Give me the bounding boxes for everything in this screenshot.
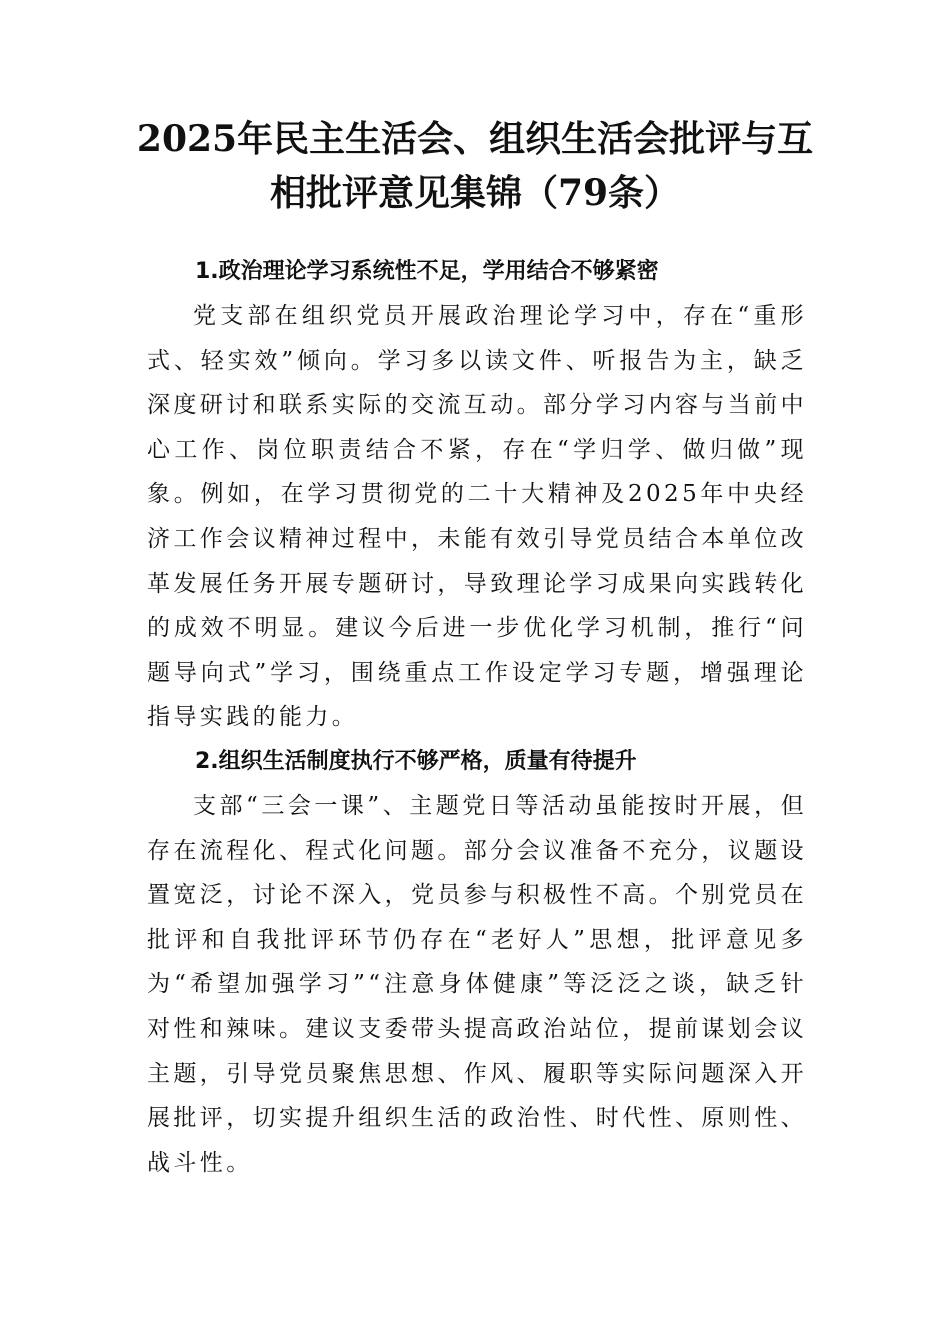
section-heading: 2.组织生活制度执行不够严格，质量有待提升 bbox=[195, 748, 637, 774]
section-paragraph: 党支部在组织党员开展政治理论学习中，存在“重形式、轻实效”倾向。学习多以读文件、听报告为主，缺乏深度研讨和联系实际的交流互动。部分学习内容与当前中心工作、岗位职责结合不紧，存在“学归学、做归做”现象。例如，在学习贯彻党的二十大精神及2025年中央经济工作会议精神过程中，未能有效引导党员结合本单位改革发展任务开展专题研讨，导致理论学习成果向实践转化的成效不明显。建议今后进一步优化学习机制，推行“问题导向式”学习，围绕重点工作设定学习专题，增强理论指导实践的能力。 bbox=[147, 303, 807, 731]
section-paragraph: 支部“三会一课”、主题党日等活动虽能按时开展，但存在流程化、程式化问题。部分会议准备不充分，议题设置宽泛，讨论不深入，党员参与积极性不高。个别党员在批评和自我批评环节仍存在“老好人”思想，批评意见多为“希望加强学习”“注意身体健康”等泛泛之谈，缺乏针对性和辣味。建议支委带头提高政治站位，提前谋划会议主题，引导党员聚焦思想、作风、履职等实际问题深入开展批评，切实提升组织生活的政治性、时代性、原则性、战斗性。 bbox=[147, 792, 807, 1176]
document-title: 2025年民主生活会、组织生活会批评与互相批评意见集锦（79条） bbox=[136, 118, 814, 214]
section-2 bbox=[147, 740, 807, 1185]
document-body bbox=[147, 250, 807, 1185]
section-1 bbox=[147, 250, 807, 740]
section-heading: 1.政治理论学习系统性不足，学用结合不够紧密 bbox=[195, 259, 659, 284]
